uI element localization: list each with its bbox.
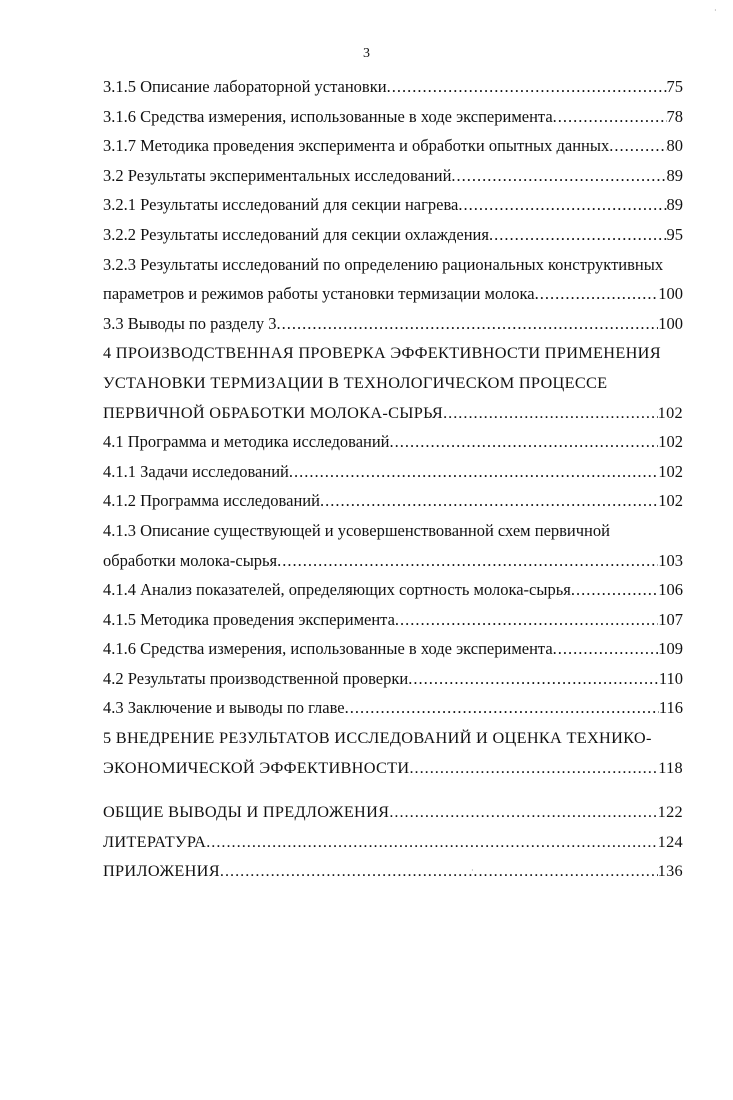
toc-entry-chapter-4	[103, 338, 683, 427]
dot-leader	[276, 309, 658, 339]
toc-entry-page: 110	[658, 668, 683, 688]
toc-entry-page: 80	[666, 136, 683, 156]
toc-entry-title: ЛИТЕРАТУРА	[103, 831, 207, 851]
dot-leader	[345, 693, 659, 723]
toc-entry-title: 3.1.7 Методика проведения эксперимента и обработки опытных данных	[103, 136, 610, 156]
toc-entry-title-line1: 5 ВНЕДРЕНИЕ РЕЗУЛЬТАТОВ ИССЛЕДОВАНИЙ И ОЦЕНКА ТЕХНИКО-	[103, 728, 652, 748]
toc-entry-title: 3.2 Результаты экспериментальных исследований	[103, 165, 452, 185]
toc-entry-page: 107	[658, 609, 683, 629]
toc-entry-4-1-3	[103, 516, 683, 575]
dot-leader	[535, 279, 659, 309]
toc-entry-page: 116	[658, 698, 683, 718]
toc-entry-3-2-2	[103, 220, 683, 250]
toc-entry-page: 124	[657, 831, 683, 851]
dot-leader	[408, 664, 659, 694]
dot-leader	[289, 457, 658, 487]
toc-entry-title: ЭКОНОМИЧЕСКОЙ ЭФФЕКТИВНОСТИ	[103, 757, 410, 777]
dot-leader	[571, 575, 658, 605]
toc-entry-title: обработки молока-сырья	[103, 550, 278, 570]
toc-entry-4-1-2	[103, 486, 683, 516]
toc-entry-3-1-5	[103, 72, 683, 102]
toc-entry-title-line1: 4 ПРОИЗВОДСТВЕННАЯ ПРОВЕРКА ЭФФЕКТИВНОСТИ ПРИМЕНЕНИЯ	[103, 343, 661, 363]
toc-entry-page: 106	[658, 580, 683, 600]
toc-entry-title: ПРИЛОЖЕНИЯ	[103, 861, 220, 881]
dot-leader	[320, 486, 658, 516]
toc-entry-title: 4.2 Результаты производственной проверки	[103, 668, 409, 688]
toc-entry-page: 78	[666, 106, 683, 126]
toc-entry-3-2	[103, 161, 683, 191]
toc-entry-title: 4.1.5 Методика проведения эксперимента	[103, 609, 395, 629]
toc-entry-title: 3.2.1 Результаты исследований для секции нагрева	[103, 195, 459, 215]
toc-entry-page: 75	[666, 77, 683, 96]
toc-entry-conclusions	[103, 797, 683, 827]
toc-entry-3-2-1	[103, 190, 683, 220]
dot-leader	[609, 131, 666, 161]
toc-entry-title: 4.1.1 Задачи исследований	[103, 461, 289, 481]
toc-entry-page: 100	[658, 284, 683, 304]
toc-entry-4-1-1	[103, 457, 683, 487]
dot-leader	[443, 398, 658, 428]
dot-leader	[458, 190, 666, 220]
dot-leader	[387, 72, 667, 102]
toc-entry-3-1-6	[103, 102, 683, 132]
page-number: 3	[363, 46, 370, 61]
toc-entry-4-3	[103, 693, 683, 723]
toc-entry-page: 102	[658, 432, 683, 452]
toc-entry-4-1	[103, 427, 683, 457]
table-of-contents	[103, 72, 683, 886]
toc-entry-page: 136	[657, 861, 683, 881]
toc-entry-page: 100	[658, 313, 683, 333]
toc-entry-4-2	[103, 664, 683, 694]
toc-entry-page: 122	[657, 802, 683, 822]
scan-speck: ·	[471, 866, 474, 875]
toc-entry-title: 4.1.2 Программа исследований	[103, 491, 320, 511]
toc-entry-title: 3.2.2 Результаты исследований для секции охлаждения	[103, 224, 489, 244]
toc-entry-page: 109	[658, 639, 683, 659]
toc-entry-title: 4.1.4 Анализ показателей, определяющих сортность молока-сырья	[103, 580, 571, 600]
toc-entry-title: 4.1 Программа и методика исследований	[103, 432, 390, 452]
toc-entry-appendices	[103, 856, 683, 886]
dot-leader	[389, 797, 657, 827]
dot-leader	[390, 427, 659, 457]
toc-entry-title: 3.1.5 Описание лабораторной установки	[103, 77, 387, 96]
toc-entry-page: 89	[666, 165, 683, 185]
toc-entry-title-line1: 3.2.3 Результаты исследований по определению рациональных конструктивных	[103, 254, 664, 274]
toc-entry-4-1-5	[103, 605, 683, 635]
toc-entry-page: 89	[666, 195, 683, 215]
toc-entry-title: 3.1.6 Средства измерения, использованные в ходе эксперимента	[103, 106, 553, 126]
toc-entry-page: 103	[658, 550, 683, 570]
toc-entry-page: 95	[666, 224, 683, 244]
toc-entry-title: ПЕРВИЧНОЙ ОБРАБОТКИ МОЛОКА-СЫРЬЯ	[103, 402, 444, 422]
scan-speck: ·	[714, 6, 717, 15]
dot-leader	[277, 546, 658, 576]
dot-leader	[489, 220, 667, 250]
toc-entry-4-1-6	[103, 634, 683, 664]
toc-entry-title-line1: 4.1.3 Описание существующей и усовершенствованной схем первичной	[103, 520, 610, 540]
dot-leader	[395, 605, 658, 635]
toc-entry-page: 118	[658, 757, 683, 777]
toc-entry-3-3	[103, 309, 683, 339]
dot-leader	[206, 827, 657, 857]
toc-entry-chapter-5	[103, 723, 683, 782]
toc-entry-3-1-7	[103, 131, 683, 161]
toc-entry-page: 102	[658, 491, 683, 511]
toc-entry-title-line2: УСТАНОВКИ ТЕРМИЗАЦИИ В ТЕХНОЛОГИЧЕСКОМ ПРОЦЕССЕ	[103, 372, 608, 392]
toc-entry-page: 102	[658, 461, 683, 481]
toc-entry-title: 4.3 Заключение и выводы по главе	[103, 698, 345, 718]
toc-entry-page: 102	[657, 402, 683, 422]
toc-entry-4-1-4	[103, 575, 683, 605]
toc-entry-literature	[103, 827, 683, 857]
dot-leader	[553, 634, 659, 664]
toc-entry-title: параметров и режимов работы установки термизации молока	[103, 284, 535, 304]
dot-leader	[553, 102, 667, 132]
dot-leader	[409, 753, 658, 783]
dot-leader	[451, 161, 666, 191]
toc-entry-3-2-3	[103, 250, 683, 309]
toc-entry-title: 3.3 Выводы по разделу 3	[103, 313, 277, 333]
dot-leader	[220, 856, 658, 886]
toc-entry-title: 4.1.6 Средства измерения, использованные в ходе эксперимента	[103, 639, 553, 659]
toc-entry-title: ОБЩИЕ ВЫВОДЫ И ПРЕДЛОЖЕНИЯ	[103, 802, 390, 822]
